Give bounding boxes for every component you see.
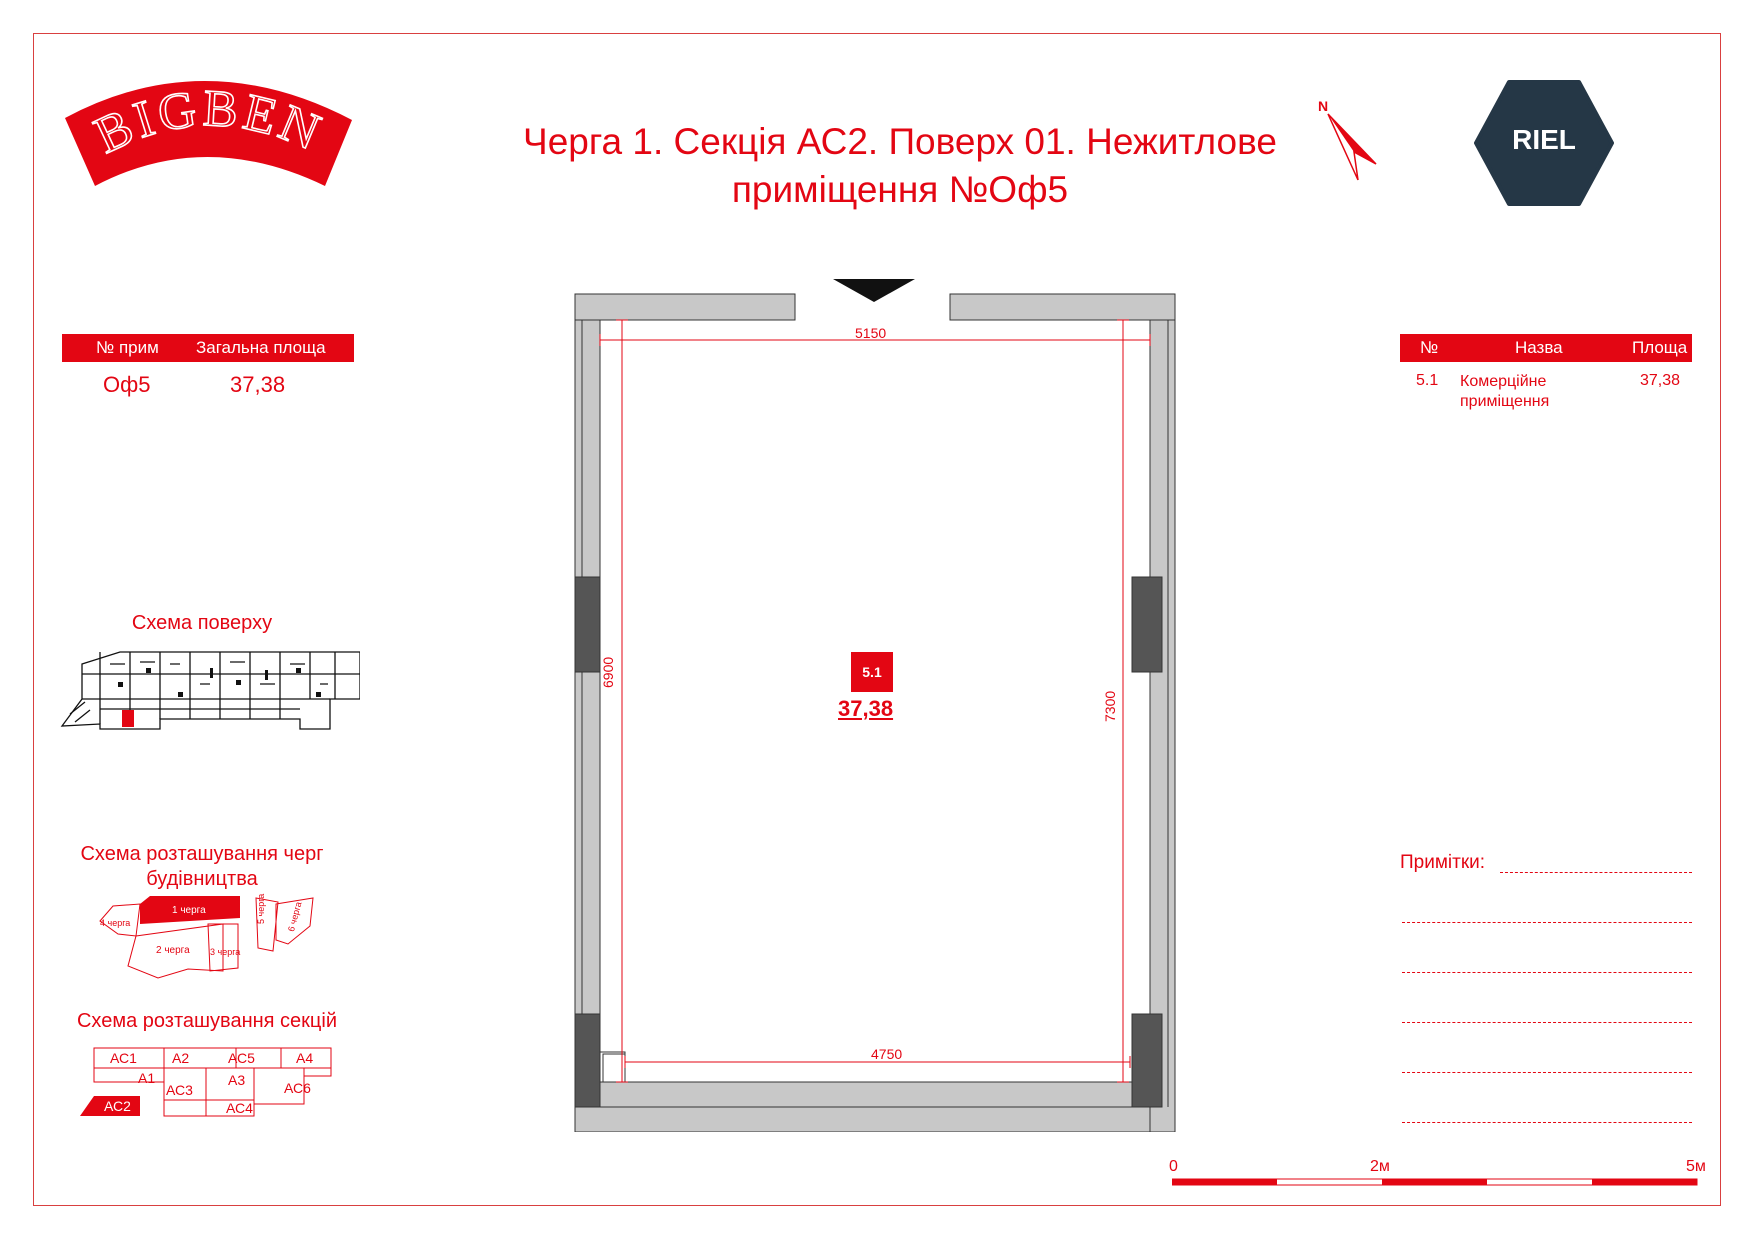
section-label-ac3: АС3	[166, 1082, 193, 1098]
dim-right-label: 7300	[1102, 690, 1118, 722]
rooms-row-area: 37,38	[1640, 372, 1681, 389]
rooms-table-header	[1400, 334, 1692, 362]
compass-north-label: N	[1318, 98, 1329, 114]
section-scheme-title: Схема розташування секцій	[76, 1010, 337, 1032]
summary-room-no: Оф5	[103, 372, 151, 397]
dim-bottom-label: 4750	[871, 1046, 903, 1062]
section-label-a2: А2	[172, 1050, 190, 1066]
queue-label-5: 5 черга	[256, 893, 266, 924]
section-label-ac4: АС4	[226, 1100, 253, 1116]
title-line-2: приміщення №Оф5	[731, 169, 1069, 210]
plan-top-right-wall	[950, 294, 1175, 320]
plan-column-bottom-right	[1132, 1014, 1162, 1107]
notes-line-1	[1500, 872, 1692, 873]
summary-header-no: № прим	[96, 338, 159, 357]
section-label-a1: А1	[138, 1070, 156, 1086]
section-label-ac5: АС5	[228, 1050, 255, 1066]
section-label-ac6: АС6	[284, 1080, 311, 1096]
rooms-row-name	[1460, 372, 1549, 412]
dim-top-label: 5150	[855, 325, 887, 341]
rooms-header-area: Площа	[1632, 338, 1688, 357]
floor-scheme-title: Схема поверху	[131, 612, 273, 634]
dim-left-label: 6900	[600, 656, 616, 688]
plan-top-left-wall	[575, 294, 795, 320]
queue-label-1: 1 черга	[172, 905, 206, 916]
section-label-ac2: АС2	[104, 1098, 131, 1114]
summary-room-area: 37,38	[230, 372, 286, 397]
room-number-badge: 5.1	[851, 652, 893, 692]
queue-label-4: 4 черга	[100, 918, 131, 928]
scale-bar-graphic	[1172, 1178, 1702, 1186]
queue-scheme-title-line2: будівництва	[146, 868, 258, 890]
title-line-1: Черга 1. Секція АС2. Поверх 01. Нежитлове	[523, 121, 1277, 162]
plan-right-wall	[1150, 294, 1175, 1132]
scale-label-0: 0	[1169, 1158, 1178, 1175]
queue-scheme-title	[62, 842, 342, 892]
notes-label: Примітки:	[1400, 852, 1486, 873]
plan-column-right	[1132, 577, 1162, 672]
entrance-arrow-icon	[833, 279, 915, 302]
queue-label-3: 3 черга	[210, 947, 241, 957]
floor-scheme-highlight	[122, 710, 134, 727]
queue-label-2: 2 черга	[156, 945, 190, 956]
plan-bottom-wall	[575, 1107, 1175, 1132]
bigben-logo	[60, 68, 360, 203]
section-label-a3: А3	[228, 1072, 246, 1088]
rooms-header-name: Назва	[1515, 338, 1563, 357]
section-label-ac1: АС1	[110, 1050, 137, 1066]
riel-logo-text: RIEL	[1512, 124, 1576, 155]
rooms-row-name-line2: приміщення	[1460, 393, 1550, 410]
plan-column-bottom-left	[575, 1014, 600, 1107]
scale-label-2m: 2м	[1370, 1158, 1390, 1175]
room-area-label: 37,38	[838, 696, 894, 721]
scale-label-5m: 5м	[1686, 1158, 1706, 1175]
rooms-row-name-line1: Комерційне	[1460, 373, 1547, 390]
plan-left-wall	[575, 294, 600, 1132]
notes-line-4	[1402, 1022, 1692, 1023]
logo-text: BIGBEN	[86, 80, 332, 165]
summary-table-header	[62, 334, 354, 362]
summary-header-area: Загальна площа	[196, 338, 326, 357]
floor-scheme-diagram	[60, 644, 360, 734]
notes-line-3	[1402, 972, 1692, 973]
notes-line-2	[1402, 922, 1692, 923]
queue-scheme-title-line1: Схема розташування черг	[80, 843, 324, 865]
rooms-header-no: №	[1420, 338, 1439, 357]
riel-logo	[1474, 80, 1614, 211]
section-label-a4: А4	[296, 1050, 314, 1066]
notes-line-6	[1402, 1122, 1692, 1123]
notes-line-5	[1402, 1072, 1692, 1073]
plan-column-left	[575, 577, 600, 672]
compass-arrow-icon	[1326, 112, 1386, 182]
rooms-row-no: 5.1	[1416, 372, 1439, 389]
page-title	[400, 118, 1400, 214]
queue-label-6: 6 черга	[286, 900, 304, 933]
